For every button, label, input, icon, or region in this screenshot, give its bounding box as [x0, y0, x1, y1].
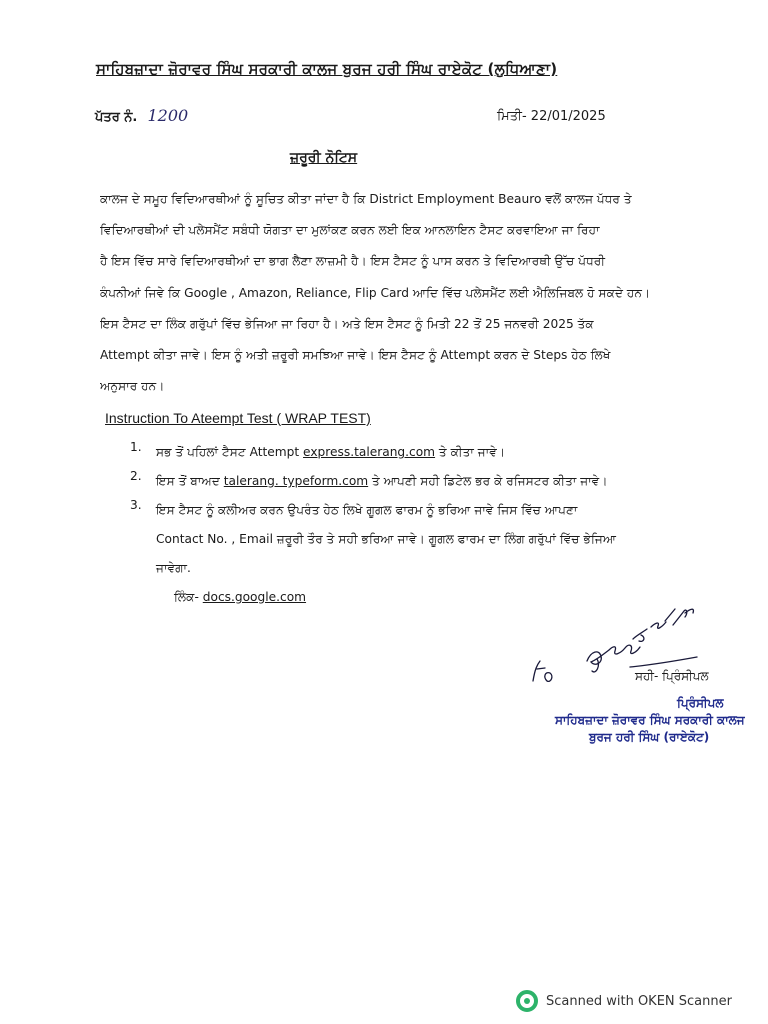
express-talerang-link[interactable]: express.talerang.com: [303, 445, 436, 459]
instruction-text: ਇਸ ਟੈਸਟ ਨੂੰ ਕਲੀਅਰ ਕਰਨ ਉਪਰੰਤ ਹੇਠ ਲਿਖੇ ਗੂਗਲ ਫਾਰਮ ਨੂੰ ਭਰਿਆ ਜਾਵੇ ਜਿਸ ਵਿੱਚ ਆਪਣਾ: [156, 503, 578, 517]
oken-scanner-icon: [516, 990, 538, 1012]
notice-body-line: ਅਨੁਸਾਰ ਹਨ।: [100, 379, 165, 394]
instruction-list: [130, 440, 690, 614]
instruction-item-1: [130, 440, 690, 469]
notice-heading: ਜ਼ਰੂਰੀ ਨੋਟਿਸ: [290, 150, 358, 166]
stamp-line: ਬੁਰਜ ਹਰੀ ਸਿੰਘ (ਰਾਏਕੋਟ): [589, 730, 710, 744]
instruction-heading: Instruction To Ateempt Test ( WRAP TEST): [105, 410, 371, 426]
reference-label: ਪੱਤਰ ਨੰ.: [95, 110, 138, 125]
instruction-text: Contact No. , Email ਜ਼ਰੂਰੀ ਤੌਰ ਤੇ ਸਹੀ ਭਰਿਆ ਜਾਵੇ। ਗੂਗਲ ਫਾਰਮ ਦਾ ਲਿੰਗ ਗਰੁੱਪਾਂ ਵਿੱਚ ਭੇਜਿਆ: [156, 532, 617, 546]
notice-body-line: ਇਸ ਟੈਸਟ ਦਾ ਲਿੰਕ ਗਰੁੱਪਾਂ ਵਿੱਚ ਭੇਜਿਆ ਜਾ ਰਿਹਾ ਹੈ। ਅਤੇ ਇਸ ਟੈਸਟ ਨੂੰ ਮਿਤੀ 22 ਤੋਂ 25 ਜਨਵਰੀ 2025 ਤੱਕ: [100, 316, 594, 331]
notice-body-line: ਵਿਦਿਆਰਥੀਆਂ ਦੀ ਪਲੇਸਮੈਂਟ ਸਬੰਧੀ ਯੋਗਤਾ ਦਾ ਮੁਲਾਂਕਣ ਕਰਨ ਲਈ ਇਕ ਆਨਲਾਇਨ ਟੈਸਟ ਕਰਵਾਇਆ ਜਾ ਰਿਹਾ: [100, 223, 600, 238]
instruction-text: ਤੇ ਆਪਣੀ ਸਹੀ ਡਿਟੇਲ ਭਰ ਕੇ ਰਜਿਸਟਰ ਕੀਤਾ ਜਾਵੇ।: [368, 474, 608, 488]
notice-body-line: ਕਾਲਜ ਦੇ ਸਮੂਹ ਵਿਦਿਆਰਥੀਆਂ ਨੂੰ ਸੂਚਿਤ ਕੀਤਾ ਜਾਂਦਾ ਹੈ ਕਿ District Employment Beauro ਵਲੋਂ ਕਾਲਜ ਪੱਧਰ ਤੇ: [100, 192, 632, 206]
scanner-text: Scanned with OKEN Scanner: [546, 993, 732, 1009]
notice-body-line: Attempt ਕੀਤਾ ਜਾਵੇ। ਇਸ ਨੂੰ ਅਤੀ ਜ਼ਰੂਰੀ ਸਮਝਿਆ ਜਾਵੇ। ਇਸ ਟੈਸਟ ਨੂੰ Attempt ਕਰਨ ਦੇ Steps ਹੇਠ ਲਿਖੇ: [100, 347, 611, 362]
notice-body-line: ਕੰਪਨੀਆਂ ਜਿਵੇ ਕਿ Google , Amazon, Reliance, Flip Card ਆਦਿ ਵਿੱਚ ਪਲੇਸਮੈਂਟ ਲਈ ਐਲਿਜਿਬਲ ਹੋ ਸਕਦੇ ਹਨ।: [100, 285, 651, 300]
instruction-text: ਜਾਵੇਗਾ.: [156, 561, 191, 575]
stamp-line: ਪ੍ਰਿੰਸੀਪਲ: [677, 696, 724, 710]
typeform-link[interactable]: talerang. typeform.com: [223, 474, 369, 488]
principal-stamp: [555, 695, 745, 746]
notice-body: [100, 187, 685, 405]
notice-date: ਮਿਤੀ- 22/01/2025: [497, 109, 606, 124]
reference-number: [95, 106, 188, 125]
college-title: ਸਾਹਿਬਜ਼ਾਦਾ ਜ਼ੋਰਾਵਰ ਸਿੰਘ ਸਰਕਾਰੀ ਕਾਲਜ ਬੁਰਜ ਹਰੀ ਸਿੰਘ ਰਾਏਕੋਟ (ਲੁਧਿਆਣਾ): [96, 60, 558, 78]
instruction-text: ਸਭ ਤੋਂ ਪਹਿਲਾਂ ਟੈਸਟ Attempt: [156, 445, 304, 459]
reference-value: 1200: [147, 106, 189, 125]
instruction-number: 3.: [130, 498, 142, 512]
scanner-watermark: [516, 990, 732, 1012]
google-docs-link[interactable]: docs.google.com: [202, 590, 307, 604]
instruction-item-2: [130, 469, 690, 498]
signature-label: ਸਹੀ- ਪ੍ਰਿੰਸੀਪਲ: [635, 669, 709, 683]
instruction-text: ਇਸ ਤੋਂ ਬਾਅਦ: [156, 474, 224, 488]
instruction-number: 2.: [130, 469, 142, 483]
signature-block: [525, 595, 765, 765]
stamp-line: ਸਾਹਿਬਜ਼ਾਦਾ ਜ਼ੋਰਾਵਰ ਸਿੰਘ ਸਰਕਾਰੀ ਕਾਲਜ: [555, 713, 745, 727]
instruction-number: 1.: [130, 440, 142, 454]
link-label: ਲਿੰਕ-: [174, 590, 199, 604]
instruction-text: ਤੇ ਕੀਤਾ ਜਾਵੇ।: [435, 445, 506, 459]
notice-body-line: ਹੈ ਇਸ ਵਿੱਚ ਸਾਰੇ ਵਿਦਿਆਰਥੀਆਂ ਦਾ ਭਾਗ ਲੈਣਾ ਲਾਜ਼ਮੀ ਹੈ। ਇਸ ਟੈਸਟ ਨੂੰ ਪਾਸ ਕਰਨ ਤੇ ਵਿਦਿਆਰਥੀ ਉੱਚ ਪੱਧਰੀ: [100, 254, 606, 269]
